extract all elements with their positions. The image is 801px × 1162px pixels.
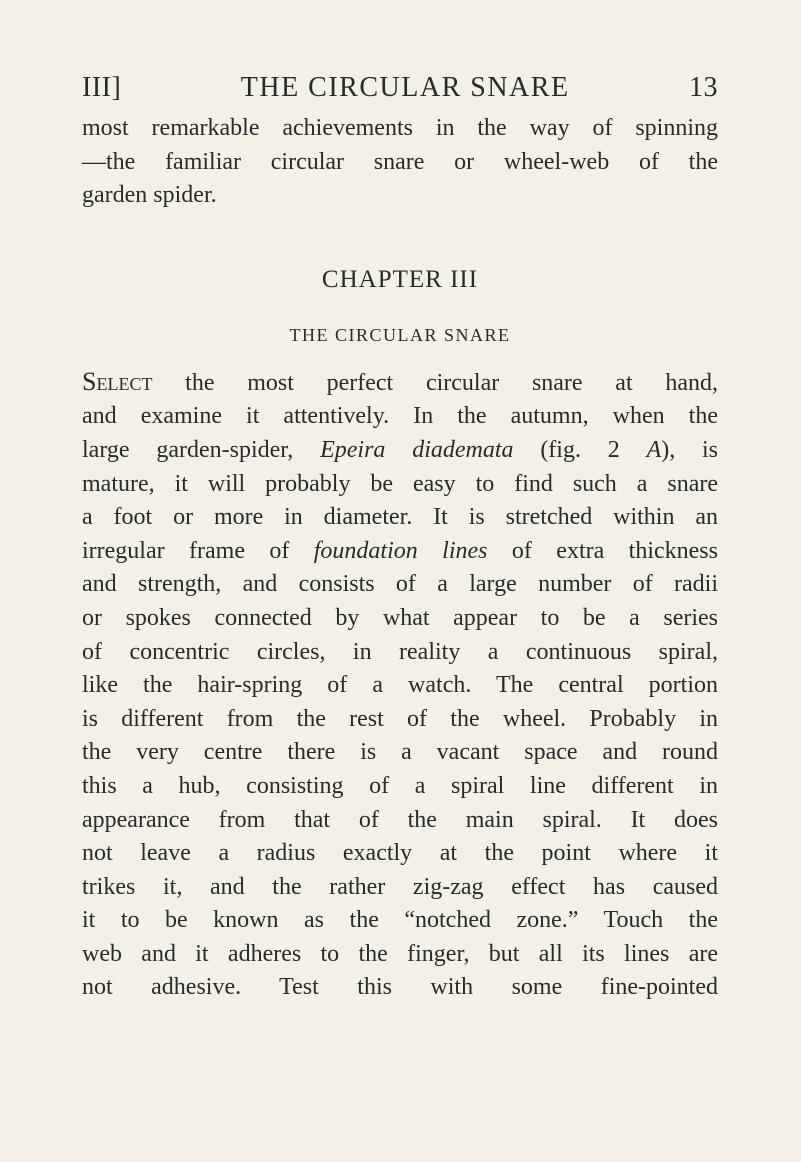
continuation-text [82, 112, 718, 213]
species-name: Epeira diademata [320, 436, 514, 463]
text-line: irregular frame of foundation lines of extra thickness [82, 537, 718, 564]
text-line: most remarkable achievements in the way of spinning [82, 115, 718, 141]
text-line: is different from the rest of the wheel. Probably in [82, 705, 718, 732]
text-line: large garden-spider, Epeira diademata (fig. 2 A), is [82, 436, 719, 463]
page-body [82, 112, 718, 1005]
text-line: not adhesive. Test this with some fine-pointed [82, 974, 718, 1001]
text-line: appearance from that of the main spiral. It does [82, 806, 718, 833]
text-line: it to be known as the “notched zone.” Touch the [82, 907, 718, 934]
text-line: a foot or more in diameter. It is stretched within an [82, 504, 718, 531]
figure-ref: A [646, 436, 662, 463]
text-line: of concentric circles, in reality a continuous spiral, [82, 638, 718, 665]
text-line: not leave a radius exactly at the point where it [82, 840, 718, 867]
chapter-reference: III] [82, 72, 122, 103]
text-line: like the hair-spring of a watch. The central portion [82, 672, 718, 699]
running-title: THE CIRCULAR SNARE [240, 72, 570, 103]
text-line: mature, it will probably be easy to find such a snare [82, 470, 718, 497]
text-line: web and it adheres to the finger, but all its lines are [82, 940, 718, 967]
page-header [82, 72, 718, 112]
text-line: the very centre there is a vacant space and round [82, 739, 718, 766]
text-line: trikes it, and the rather zig-zag effect has caused [82, 873, 718, 900]
chapter-title: THE CIRCULAR SNARE [289, 324, 511, 345]
text-line: and examine it attentively. In the autumn, when the [82, 403, 718, 430]
text-line: and strength, and consists of a large number of radii [82, 571, 718, 598]
foundation-lines-term: foundation lines [313, 537, 488, 564]
text-line: Select the most perfect circular snare at hand, [82, 366, 718, 396]
chapter-heading: CHAPTER III [321, 265, 479, 293]
text-line: garden spider. [82, 182, 217, 209]
text-line: —the familiar circular snare or wheel-web of the [82, 148, 718, 175]
opening-word: Select [82, 366, 153, 396]
text-line: or spokes connected by what appear to be a series [82, 604, 718, 631]
page-number: 13 [689, 72, 718, 103]
paragraph [82, 365, 718, 1005]
text-line: this a hub, consisting of a spiral line different in [82, 772, 718, 799]
